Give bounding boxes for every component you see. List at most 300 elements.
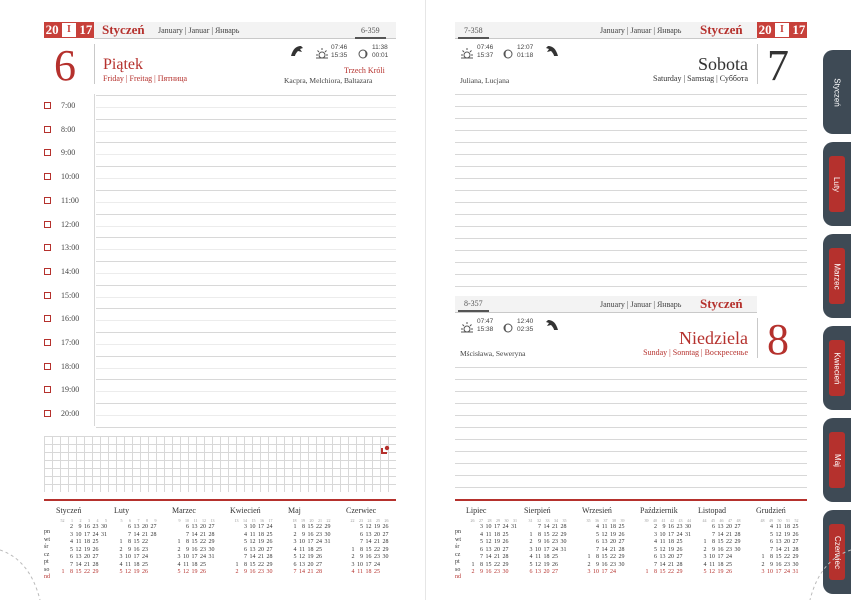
day-cell: 18	[307, 546, 314, 553]
checkbox-icon[interactable]	[44, 410, 51, 417]
mini-month-row	[524, 562, 567, 570]
mini-month-row	[56, 539, 107, 547]
weekday-label: cz	[44, 551, 50, 558]
day-name-translations-right-top: Saturday | Samstag | Суббота	[653, 74, 748, 83]
mini-month-title: Styczeń	[56, 506, 82, 515]
day-cell: 31	[324, 539, 331, 545]
day-cell	[558, 569, 567, 577]
week-number: 48	[736, 517, 741, 523]
day-cell: 6	[360, 531, 363, 538]
day-cell: 3	[480, 524, 483, 530]
sun-times-right-top	[477, 44, 493, 60]
day-cell: 9	[662, 524, 666, 530]
day-cell: 6	[70, 554, 73, 560]
day-cell: 17	[365, 561, 372, 568]
day-cell: 4	[529, 554, 533, 560]
day-cell: 2	[235, 569, 239, 575]
corner-tear-icon[interactable]	[380, 442, 390, 460]
week-number: 4	[96, 517, 99, 523]
hour-label: 19:00	[61, 385, 80, 395]
half-rule-line	[96, 131, 396, 132]
day-cell	[558, 554, 567, 562]
moon-times	[372, 44, 388, 60]
day-cell	[148, 554, 157, 562]
week-number-row	[114, 517, 157, 525]
day-cell: 21	[494, 554, 500, 560]
week-number: 44	[687, 517, 691, 523]
rule-line[interactable]	[455, 463, 807, 464]
mini-month	[756, 507, 799, 577]
day-cell: 6	[770, 539, 773, 545]
day-cell: 14	[717, 531, 724, 538]
checkbox-icon[interactable]	[44, 126, 51, 133]
mini-month-row	[56, 532, 107, 540]
month-translations: January | Januar | Январь	[158, 26, 240, 35]
day-cell	[99, 539, 108, 547]
day-cell: 22	[200, 539, 206, 545]
day-cell	[322, 569, 331, 577]
mini-month-row	[524, 554, 567, 562]
day-cell	[148, 547, 157, 555]
day-cell	[56, 554, 65, 562]
day-count-right-top: 7-358	[458, 26, 489, 39]
day-cell: 22	[552, 531, 558, 538]
moonset-time: 00:01	[372, 52, 389, 59]
day-cell: 20	[610, 539, 616, 545]
day-cell: 6	[186, 524, 189, 530]
month-number-right: I	[775, 23, 788, 37]
month-tab-label: Luty	[832, 176, 842, 192]
day-cell: 24	[552, 546, 558, 553]
checkbox-icon[interactable]	[44, 386, 51, 393]
week-number: 45	[711, 517, 715, 523]
day-cell: 22	[726, 539, 732, 545]
day-cell: 17	[668, 531, 674, 538]
day-cell: 5	[703, 569, 707, 575]
day-cell: 30	[618, 561, 625, 568]
mini-month-title: Październik	[640, 506, 678, 515]
rule-line[interactable]	[455, 427, 807, 428]
day-cell: 23	[258, 569, 264, 575]
day-cell: 12	[601, 531, 608, 538]
day-cell: 8	[538, 531, 541, 538]
day-cell	[230, 554, 239, 562]
rule-line[interactable]	[455, 130, 807, 131]
page-gutter	[425, 0, 426, 600]
day-cell: 12	[659, 546, 666, 553]
day-cell: 16	[191, 546, 198, 553]
day-cell	[640, 524, 649, 532]
sun-times-sunday	[477, 318, 493, 334]
day-cell: 18	[610, 524, 616, 530]
day-cell: 8	[186, 539, 189, 545]
day-cell: 8	[596, 554, 599, 560]
day-cell: 11	[601, 524, 608, 530]
mini-month-row	[114, 547, 157, 555]
day-cell: 5	[654, 546, 657, 553]
day-divider	[94, 44, 95, 84]
hour-slot[interactable]	[44, 172, 79, 181]
day-cell: 14	[543, 524, 550, 530]
day-cell: 19	[84, 546, 90, 553]
day-cell: 1	[587, 554, 591, 560]
day-cell: 3	[703, 554, 707, 560]
year-box	[44, 22, 94, 38]
rule-line[interactable]	[455, 439, 807, 440]
rule-line[interactable]	[455, 475, 807, 476]
day-cell: 23	[142, 546, 148, 553]
mini-month-row	[114, 539, 157, 547]
day-cell	[99, 562, 108, 570]
hour-slot[interactable]	[44, 243, 79, 252]
day-cell: 19	[784, 531, 790, 538]
hour-column-divider	[94, 94, 95, 426]
day-cell: 9	[538, 539, 541, 545]
week-number: 19	[301, 517, 305, 523]
rule-line[interactable]	[455, 154, 807, 155]
rule-line[interactable]	[455, 142, 807, 143]
day-cell: 22	[610, 554, 616, 560]
day-cell	[509, 547, 518, 555]
day-cell: 12	[299, 554, 305, 560]
mini-month-row	[756, 569, 799, 577]
week-number-row	[288, 517, 331, 525]
day-cell: 23	[552, 539, 558, 545]
mini-month-row	[288, 539, 331, 547]
day-cell: 15	[775, 554, 782, 560]
day-cell	[756, 532, 765, 540]
day-cell: 2	[351, 554, 355, 560]
day-cell: 6	[480, 546, 483, 553]
day-cell: 15	[249, 561, 256, 568]
day-cell: 26	[552, 561, 558, 568]
mini-month-row	[172, 524, 215, 532]
mini-month	[524, 507, 567, 577]
day-cell: 12	[125, 569, 131, 575]
day-cell	[346, 539, 355, 547]
day-cell: 3	[244, 524, 247, 530]
checkbox-icon[interactable]	[44, 102, 51, 109]
month-tab-label: Styczeń	[832, 77, 842, 107]
checkbox-icon[interactable]	[44, 339, 51, 346]
week-number: 1	[71, 517, 73, 523]
day-cell: 24	[92, 531, 99, 538]
day-cell	[640, 554, 649, 562]
day-cell: 7	[480, 554, 483, 560]
weekday-label: nd	[44, 574, 50, 580]
weekday-label: wt	[455, 536, 461, 543]
sunrise-time: 07:46	[477, 44, 494, 51]
hour-slot[interactable]	[44, 220, 79, 229]
mini-month-row	[56, 524, 107, 532]
rule-line[interactable]	[455, 274, 807, 275]
day-cell: 29	[324, 524, 331, 530]
mini-month-row	[640, 524, 691, 532]
mini-month	[640, 507, 691, 577]
rule-line[interactable]	[455, 166, 807, 167]
notes-grid[interactable]	[44, 436, 396, 492]
day-cell: 17	[494, 524, 500, 530]
rule-line[interactable]	[455, 379, 807, 380]
mini-month-row	[640, 554, 691, 562]
rule-line[interactable]	[455, 487, 807, 488]
hour-slot[interactable]	[44, 385, 79, 394]
rule-line[interactable]	[455, 202, 807, 203]
mini-month-row	[466, 562, 517, 570]
rule-line[interactable]	[455, 250, 807, 251]
hour-slot[interactable]	[44, 362, 79, 371]
day-cell: 29	[266, 561, 273, 568]
week-number: 39	[644, 517, 649, 523]
moon-times-right-top	[517, 44, 533, 60]
day-cell: 13	[485, 546, 492, 553]
checkbox-icon[interactable]	[44, 221, 51, 228]
mini-month-row	[466, 539, 517, 547]
sunrise-icon	[460, 320, 474, 338]
checkbox-icon[interactable]	[44, 173, 51, 180]
day-cell	[114, 532, 123, 540]
day-cell: 31	[101, 531, 107, 538]
day-cell	[99, 554, 108, 562]
day-cell: 9	[186, 546, 189, 553]
mini-month-title: Maj	[288, 506, 301, 515]
rule-line[interactable]	[455, 106, 807, 107]
day-cell: 17	[717, 554, 724, 560]
hour-slot[interactable]	[44, 338, 79, 347]
rule-line[interactable]	[455, 178, 807, 179]
day-cell	[230, 524, 239, 532]
month-tab-5[interactable]	[823, 418, 851, 502]
rule-line[interactable]	[455, 367, 807, 368]
rule-line[interactable]	[455, 415, 807, 416]
sun-times	[331, 44, 347, 60]
day-cell	[732, 554, 741, 562]
day-cell: 22	[784, 554, 790, 560]
day-cell: 16	[365, 554, 372, 560]
day-cell: 23	[494, 569, 500, 575]
name-days-sunday: Mścisława, Seweryna	[460, 349, 526, 358]
day-cell: 20	[494, 546, 500, 553]
day-cell: 29	[92, 569, 99, 575]
hour-label: 16:00	[61, 314, 80, 324]
day-cell: 25	[374, 569, 380, 575]
day-cell	[640, 539, 649, 547]
checkbox-icon[interactable]	[44, 244, 51, 251]
mini-month-row	[756, 532, 799, 540]
rule-line[interactable]	[455, 403, 807, 404]
day-cell: 27	[734, 524, 741, 530]
day-cell	[582, 539, 591, 547]
rule-line[interactable]	[455, 190, 807, 191]
day-cell: 14	[133, 531, 140, 538]
day-cell: 3	[654, 531, 657, 538]
month-tab-4[interactable]	[823, 326, 851, 410]
day-cell: 30	[734, 546, 741, 553]
mini-month-row	[288, 524, 331, 532]
day-cell: 2	[70, 524, 73, 530]
day-cell: 22	[668, 569, 674, 575]
day-cell: 13	[659, 554, 666, 560]
mini-month-row	[230, 562, 273, 570]
hour-slot[interactable]	[44, 267, 79, 276]
rule-line[interactable]	[455, 94, 807, 95]
weekday-label: cz	[455, 551, 461, 558]
rule-line[interactable]	[455, 214, 807, 215]
name-days: Kacpra, Melchiora, Baltazara	[284, 76, 373, 85]
day-cell: 18	[668, 539, 674, 545]
mini-month-row	[114, 524, 157, 532]
day-cell: 2	[177, 546, 181, 553]
day-cell: 8	[128, 539, 131, 545]
hour-slot[interactable]	[44, 314, 79, 323]
day-cell: 4	[244, 531, 247, 538]
day-cell: 31	[511, 524, 517, 530]
mini-month-row	[756, 554, 799, 562]
mini-month-row	[582, 562, 625, 570]
day-cell: 26	[676, 546, 683, 553]
day-cell	[230, 532, 239, 540]
rule-line[interactable]	[455, 238, 807, 239]
rule-line[interactable]	[455, 262, 807, 263]
sunrise-time: 07:46	[331, 44, 348, 51]
week-number: 31	[513, 517, 517, 523]
day-cell	[640, 532, 649, 540]
rule-line	[96, 308, 396, 309]
day-cell: 18	[258, 531, 264, 538]
day-cell	[322, 562, 331, 570]
month-tab-2[interactable]	[823, 142, 851, 226]
day-cell: 1	[177, 539, 181, 545]
day-cell: 30	[685, 524, 691, 530]
day-cell	[683, 569, 692, 577]
day-cell: 30	[101, 524, 107, 530]
day-cell: 14	[775, 546, 782, 553]
rule-line[interactable]	[455, 451, 807, 452]
week-number: 22	[326, 517, 331, 523]
week-number-row	[698, 517, 741, 525]
day-cell: 26	[200, 569, 206, 575]
day-cell	[56, 532, 65, 540]
rule-line	[96, 403, 396, 404]
day-cell: 24	[200, 554, 206, 560]
day-cell: 25	[92, 539, 99, 545]
week-number: 46	[719, 517, 724, 523]
month-tab-1[interactable]	[823, 50, 851, 134]
hour-slot[interactable]	[44, 125, 75, 134]
week-number: 49	[769, 517, 773, 523]
mini-month-title: Sierpień	[524, 506, 551, 515]
day-cell: 2	[119, 546, 123, 553]
day-cell: 11	[75, 539, 82, 545]
mini-month-row	[230, 524, 273, 532]
day-cell: 5	[596, 531, 599, 538]
mini-month-row	[56, 569, 107, 577]
week-number: 26	[384, 517, 389, 523]
day-cell	[640, 562, 649, 570]
week-number: 43	[678, 517, 683, 523]
week-number: 21	[318, 517, 322, 523]
month-tab-3[interactable]	[823, 234, 851, 318]
day-cell: 24	[374, 561, 380, 568]
hour-label: 14:00	[61, 266, 80, 276]
day-cell: 6	[244, 546, 247, 553]
hour-label: 18:00	[61, 361, 80, 371]
week-number: 48	[760, 517, 765, 523]
day-cell: 24	[676, 531, 683, 538]
day-cell: 28	[266, 554, 273, 560]
week-number: 17	[268, 517, 273, 523]
rule-line[interactable]	[455, 226, 807, 227]
rule-line[interactable]	[455, 391, 807, 392]
mini-month-row	[466, 547, 517, 555]
day-cell: 10	[593, 569, 599, 575]
rule-line[interactable]	[455, 286, 807, 287]
checkbox-icon[interactable]	[44, 197, 51, 204]
rule-line[interactable]	[455, 118, 807, 119]
mini-month-row	[524, 569, 567, 577]
week-number-row	[466, 517, 517, 525]
day-cell: 11	[659, 539, 666, 545]
day-cell: 3	[177, 554, 181, 560]
day-number-right-top: 7	[767, 41, 789, 90]
day-cell: 9	[128, 546, 131, 553]
day-cell: 15	[365, 546, 372, 553]
mini-month-row	[466, 532, 517, 540]
hour-slot[interactable]	[44, 291, 79, 300]
rule-line	[96, 379, 396, 380]
mini-month-row	[698, 569, 741, 577]
hour-slot[interactable]	[44, 196, 79, 205]
day-cell: 2	[587, 561, 591, 568]
day-cell: 14	[659, 561, 666, 568]
day-cell: 4	[480, 531, 483, 538]
hour-slot[interactable]	[44, 148, 75, 157]
checkbox-icon[interactable]	[44, 315, 51, 322]
day-cell: 2	[654, 524, 657, 530]
mini-month-row	[346, 562, 389, 570]
checkbox-icon[interactable]	[44, 292, 51, 299]
mini-month-row	[288, 547, 331, 555]
day-cell: 25	[676, 539, 683, 545]
day-cell: 10	[709, 554, 715, 560]
week-number: 11	[193, 517, 198, 523]
day-cell	[466, 524, 475, 532]
checkbox-icon[interactable]	[44, 268, 51, 275]
checkbox-icon[interactable]	[44, 363, 51, 370]
mini-month-row	[524, 539, 567, 547]
year-left: 20	[45, 22, 59, 37]
mini-month-row	[582, 524, 625, 532]
day-cell: 3	[761, 569, 765, 575]
day-cell: 8	[70, 569, 73, 575]
day-cell: 24	[142, 554, 148, 560]
day-cell: 1	[293, 524, 297, 530]
hour-slot[interactable]	[44, 101, 75, 110]
day-cell: 26	[316, 554, 322, 560]
day-divider-right	[757, 44, 758, 84]
day-cell: 19	[717, 569, 724, 575]
checkbox-icon[interactable]	[44, 149, 51, 156]
hour-slot[interactable]	[44, 409, 79, 418]
week-number: 23	[359, 517, 363, 523]
day-cell: 27	[92, 554, 99, 560]
day-cell: 15	[659, 569, 666, 575]
weekday-label: pn	[455, 529, 461, 535]
day-cell	[99, 547, 108, 555]
day-cell: 25	[552, 554, 558, 560]
day-cell: 9	[360, 554, 363, 560]
mini-month-row	[756, 547, 799, 555]
